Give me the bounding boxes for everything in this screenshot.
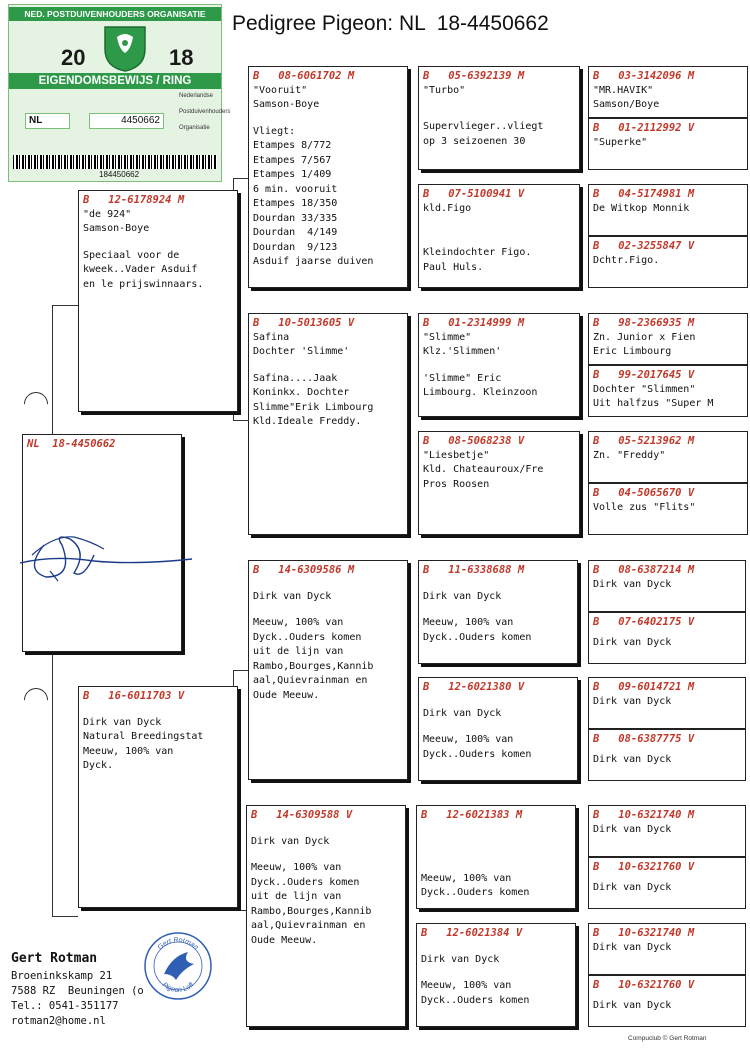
ring-number: B 12-6021383 M <box>421 809 523 821</box>
certificate-org: NED. POSTDUIVENHOUDERS ORGANISATIE <box>9 7 221 21</box>
card-line: Supervlieger..vliegt <box>423 121 544 132</box>
certificate-band: EIGENDOMSBEWIJS / RING <box>9 73 221 89</box>
card-line: Samson-Boye <box>253 99 320 110</box>
binder-hole <box>19 387 53 421</box>
ring-number: B 12-6021380 V <box>423 681 525 693</box>
certificate-number: 4450662 <box>89 113 164 129</box>
card-line: Meeuw, 100% van <box>251 862 342 873</box>
card-line: Meeuw, 100% van <box>423 617 514 628</box>
pedigree-card <box>588 483 748 535</box>
certificate-side-label: Organisatie <box>179 125 210 131</box>
card-line: Zn. Junior x Fien <box>593 331 696 343</box>
card-line: "de 924" <box>83 208 132 220</box>
card-line: Koninkx. Dochter <box>253 387 350 398</box>
ring-number: B 14-6309588 V <box>251 809 353 821</box>
svg-text:Gert Rotman <box>157 937 200 952</box>
svg-text:Pigeon Loft <box>161 981 196 994</box>
card-line: Dyck..Ouders komen <box>423 631 532 643</box>
connector-line <box>52 305 78 306</box>
pedigree-card <box>588 975 746 1027</box>
card-line: Dochter "Slimmen" <box>593 383 696 395</box>
stamp-text: Pigeon Loft <box>160 981 196 995</box>
pedigree-card <box>416 923 576 1027</box>
ring-number: B 10-6321760 V <box>593 979 695 991</box>
card-line: Dyck..Ouders komen <box>421 887 530 898</box>
footer-credit: Compuclub © Gert Rotman <box>628 1035 707 1042</box>
card-line: Oude Meeuw. <box>253 689 320 701</box>
pedigree-card <box>588 118 748 170</box>
card-line: Dyck..Ouders komen <box>423 748 532 760</box>
card-line: Dyck..Ouders komen <box>421 994 530 1006</box>
pedigree-card <box>416 805 576 909</box>
pedigree-card <box>588 313 748 365</box>
pedigree-card <box>588 560 746 612</box>
ring-number: B 08-6387775 V <box>593 733 695 745</box>
card-line: Dourdan 4/149 <box>253 227 338 238</box>
card-line: Dyck..Ouders komen <box>251 876 360 888</box>
card-line: "Liesbetje" <box>423 449 490 461</box>
card-line: uit de lijn van <box>253 646 344 657</box>
pedigree-card <box>418 184 580 288</box>
owner-phone: Tel.: 0541-351177 <box>11 1000 119 1012</box>
pedigree-card <box>588 66 748 118</box>
pedigree-card <box>588 365 748 417</box>
card-line: "Turbo" <box>423 84 466 96</box>
card-line: Asduif jaarse duiven <box>253 256 374 267</box>
connector-line <box>233 670 248 671</box>
ring-number: B 02-3255847 V <box>593 240 695 252</box>
card-line: Oude Meeuw. <box>251 934 318 946</box>
card-line: Samson/Boye <box>593 99 660 110</box>
pedigree-card <box>588 923 746 975</box>
owner-name: Gert Rotman <box>11 951 98 966</box>
pedigree-card <box>248 313 408 535</box>
card-line: Dourdan 9/123 <box>253 241 338 253</box>
owner-address: Broeninkskamp 21 <box>11 970 113 982</box>
ring-number: B 14-6309586 M <box>253 564 355 576</box>
owner-email: rotman2@home.nl <box>11 1015 106 1027</box>
card-line: Slimme"Erik Limbourg <box>253 401 374 413</box>
pedigree-card <box>418 431 580 535</box>
ring-number: B 04-5065670 V <box>593 487 695 499</box>
card-line: Limbourg. Kleinzoon <box>423 387 538 398</box>
connector-line <box>52 916 78 917</box>
pedigree-card <box>588 729 746 781</box>
card-line: Dirk van Dyck <box>423 590 502 602</box>
certificate-side-label: Nederlandse <box>179 93 214 99</box>
card-line: Meeuw, 100% van <box>83 745 174 757</box>
card-line: 6 min. vooruit <box>253 183 338 195</box>
pedigree-card <box>78 686 238 908</box>
card-line: Etampes 7/567 <box>253 154 332 166</box>
pedigree-card <box>588 431 748 483</box>
card-line: Dyck..Ouders komen <box>253 631 362 643</box>
certificate-year-right: 18 <box>169 45 194 70</box>
card-line: Dirk van Dyck <box>593 999 672 1011</box>
card-line: Volle zus "Flits" <box>593 501 696 513</box>
ring-number: B 98-2366935 M <box>593 317 695 329</box>
certificate-side-label: Postduivenhouders <box>179 109 231 115</box>
ring-number: B 10-6321760 V <box>593 861 695 873</box>
crest-icon <box>101 23 149 73</box>
card-line: Klz.'Slimmen' <box>423 346 502 357</box>
card-line: Dirk van Dyck <box>423 707 502 719</box>
card-line: uit de lijn van <box>251 891 342 902</box>
ring-number: B 07-6402175 V <box>593 616 695 628</box>
card-line: Dirk van Dyck <box>593 941 672 953</box>
owner-address: 7588 RZ Beuningen (o <box>11 985 144 997</box>
card-line: Natural Breedingstat <box>83 731 204 742</box>
ring-number: B 12-6021384 V <box>421 927 523 939</box>
card-line: Speciaal voor de <box>83 249 180 261</box>
card-line: aal,Quievrainman en <box>253 675 368 686</box>
ring-number: B 16-6011703 V <box>83 690 185 702</box>
card-line: Pros Roosen <box>423 478 490 490</box>
card-line: Dirk van Dyck <box>593 578 672 590</box>
card-line: Dirk van Dyck <box>593 881 672 893</box>
ring-number: B 08-6387214 M <box>593 564 695 576</box>
ring-number: B 03-3142096 M <box>593 70 695 82</box>
card-line: Uit halfzus "Super M <box>593 398 714 409</box>
ring-number: B 01-2112992 V <box>593 122 695 134</box>
ring-number: NL 18-4450662 <box>27 438 116 450</box>
pedigree-card <box>588 857 746 909</box>
pedigree-card <box>246 805 406 1027</box>
card-line: Dyck. <box>83 760 114 771</box>
stamp-text: Gert Rotman <box>156 936 200 952</box>
ring-number: B 11-6338688 M <box>423 564 525 576</box>
card-line: Zn. "Freddy" <box>593 449 666 461</box>
card-line: Dirk van Dyck <box>593 823 672 835</box>
card-line: Dirk van Dyck <box>593 753 672 765</box>
ring-number: B 07-5100941 V <box>423 188 525 200</box>
ownership-certificate <box>8 4 231 182</box>
pedigree-card <box>418 560 578 664</box>
card-line: Dirk van Dyck <box>421 953 500 965</box>
pedigree-card <box>588 805 746 857</box>
ring-number: B 99-2017645 V <box>593 369 695 381</box>
card-line: "Superke" <box>593 136 648 148</box>
card-line: op 3 seizoenen 30 <box>423 135 526 147</box>
pedigree-card <box>418 313 580 417</box>
pedigree-card <box>588 236 748 288</box>
ring-number: B 05-5213962 M <box>593 435 695 447</box>
ring-number: B 04-5174981 M <box>593 188 695 200</box>
card-line: "MR.HAVIK" <box>593 84 654 96</box>
pedigree-card <box>248 560 408 780</box>
pedigree-card <box>588 612 746 664</box>
card-line: Etampes 18/350 <box>253 198 338 209</box>
pedigree-card <box>418 66 580 170</box>
card-line: kld.Figo <box>423 202 472 214</box>
card-line: Dirk van Dyck <box>593 695 672 707</box>
certificate-year-left: 20 <box>61 45 86 70</box>
card-line: Dourdan 33/335 <box>253 212 338 224</box>
card-line: Dirk van Dyck <box>253 590 332 602</box>
pedigree-card <box>418 677 578 781</box>
certificate-country: NL <box>25 113 70 129</box>
card-line: Dchtr.Figo. <box>593 254 660 266</box>
pedigree-card <box>248 66 408 288</box>
pedigree-card <box>78 190 238 412</box>
signature-icon <box>14 515 194 605</box>
card-line: Samson-Boye <box>83 223 150 234</box>
ring-number: B 09-6014721 M <box>593 681 695 693</box>
card-line: De Witkop Monnik <box>593 202 690 214</box>
card-line: Meeuw, 100% van <box>421 872 512 884</box>
card-line: Meeuw, 100% van <box>253 617 344 628</box>
ring-number: B 10-6321740 M <box>593 927 695 939</box>
card-line: Eric Limbourg <box>593 346 672 357</box>
card-line: Dirk van Dyck <box>83 716 162 728</box>
pedigree-card <box>588 677 746 729</box>
card-line: Rambo,Bourges,Kannib <box>251 905 372 917</box>
pedigree-card <box>588 184 748 236</box>
card-line: 'Slimme" Eric <box>423 372 502 384</box>
page-title: Pedigree Pigeon: NL 18-4450662 <box>232 12 549 35</box>
card-line: Rambo,Bourges,Kannib <box>253 660 374 672</box>
card-line: Safina <box>253 331 290 343</box>
card-line: en le prijswinnaars. <box>83 278 204 290</box>
card-line: "Vooruit" <box>253 84 308 96</box>
card-line: Safina....Jaak <box>253 372 338 384</box>
ring-number: B 12-6178924 M <box>83 194 185 206</box>
loft-stamp-icon <box>142 930 214 1002</box>
card-line: Paul Huls. <box>423 261 484 273</box>
connector-line <box>233 178 248 179</box>
barcode-number: 184450662 <box>99 170 140 179</box>
binder-hole <box>19 683 53 717</box>
ring-number: B 10-5013605 V <box>253 317 355 329</box>
card-line: Etampes 1/409 <box>253 169 332 180</box>
ring-number: B 08-5068238 V <box>423 435 525 447</box>
card-line: Kleindochter Figo. <box>423 247 532 258</box>
connector-line <box>233 420 248 421</box>
card-line: Dochter 'Slimme' <box>253 346 350 357</box>
card-line: Kld.Ideale Freddy. <box>253 416 362 427</box>
card-line: Meeuw, 100% van <box>421 980 512 991</box>
card-line: Etampes 8/772 <box>253 140 332 151</box>
card-line: kweek..Vader Asduif <box>83 264 198 275</box>
card-line: Dirk van Dyck <box>251 835 330 847</box>
card-line: aal,Quievrainman en <box>251 920 366 931</box>
ring-number: B 05-6392139 M <box>423 70 525 82</box>
barcode <box>13 155 217 169</box>
ring-number: B 10-6321740 M <box>593 809 695 821</box>
card-line: Kld. Chateauroux/Fre <box>423 464 544 475</box>
card-line: Meeuw, 100% van <box>423 734 514 745</box>
card-line: Vliegt: <box>253 125 296 137</box>
card-line: "Slimme" <box>423 331 472 343</box>
card-line: Dirk van Dyck <box>593 636 672 648</box>
ring-number: B 01-2314999 M <box>423 317 525 329</box>
ring-number: B 08-6061702 M <box>253 70 355 82</box>
